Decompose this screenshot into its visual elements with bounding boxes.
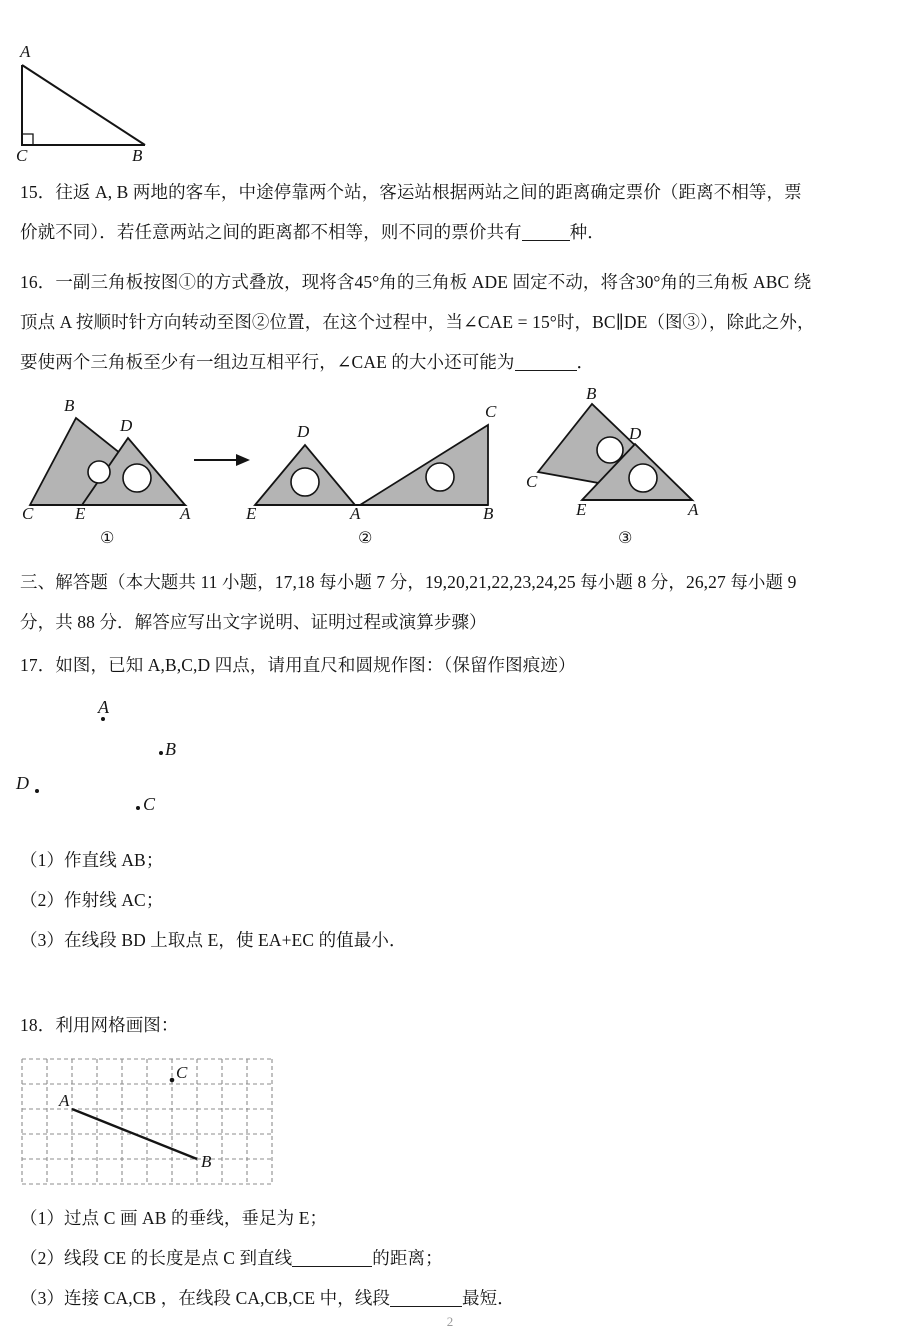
q18-sub2-blank — [292, 1266, 372, 1267]
q15-answer-blank — [522, 240, 570, 241]
section3-line1: 三、解答题（本大题共 11 小题，17,18 每小题 7 分，19,20,21,22,23,24,25 每小题 8 分，26,27 每小题 9 — [20, 572, 797, 592]
panel1-caption: ① — [100, 528, 115, 547]
q18-number: 18 — [20, 1015, 38, 1035]
panel3-label-a: A — [688, 500, 699, 519]
triangle-abc-svg — [0, 20, 200, 150]
triangle-label-c: C — [16, 146, 28, 165]
q18-stem: 18．利用网格画图： — [20, 1015, 179, 1035]
point-d-dot — [35, 789, 39, 793]
page-number: 2 — [446, 1314, 454, 1329]
panel3-label-c: C — [526, 472, 538, 491]
q15-line2 — [20, 212, 880, 252]
panel2-label-c: C — [485, 402, 497, 421]
q15-line2-text: 价就不同）．若任意两站之间的距离都不相等，则不同的票价共有 — [20, 222, 522, 242]
question-16 — [20, 262, 890, 382]
panel2-label-e: E — [246, 504, 257, 523]
q18-sub-2-text: （2）线段 CE 的长度是点 C 到直线 — [20, 1248, 293, 1268]
panel2-label-b: B — [483, 504, 494, 523]
q16-number: 16 — [20, 272, 38, 292]
panel2-label-a: A — [350, 504, 361, 523]
q17-number: 17 — [20, 655, 38, 675]
q18-stem-text: 利用网格画图： — [55, 1015, 179, 1035]
grid-label-c: C — [176, 1063, 188, 1082]
panel1-label-e: E — [75, 504, 86, 523]
q18-sub-2 — [20, 1238, 800, 1278]
panel1-label-d: D — [120, 416, 133, 435]
panel1-label-a: A — [180, 504, 191, 523]
panel1-label-c: C — [22, 504, 34, 523]
figure-16-panel-3 — [526, 382, 730, 547]
question-15 — [20, 172, 880, 252]
q18-sub-3-text: （3）连接 CA,CB ，在线段 CA,CB,CE 中，线段 — [20, 1288, 391, 1308]
q17-stem: 17．如图，已知 A,B,C,D 四点，请用直尺和圆规作图：（保留作图痕迹） — [20, 655, 576, 675]
q17-sub-1: （1）作直线 AB； — [20, 850, 164, 870]
q15-line2-tail: 种． — [569, 222, 605, 242]
panel3-label-b: B — [586, 384, 597, 403]
q15-line1: 15．往返 A, B 两地的客车，中途停靠两个站，客运站根据两站之间的距离确定票价（距离不相等，票 — [20, 182, 802, 202]
q18-sub3-blank — [390, 1306, 462, 1307]
q17-sub-3: （3）在线段 BD 上取点 E，使 EA+EC 的值最小． — [20, 930, 407, 950]
question-18 — [20, 1005, 720, 1045]
q18-sub-questions — [20, 1198, 800, 1318]
panel2-caption: ② — [358, 528, 373, 547]
figure-18-grid — [18, 1055, 288, 1195]
q16-answer-blank — [515, 370, 577, 371]
panel3-label-d: D — [629, 424, 642, 443]
point-b-dot — [159, 751, 163, 755]
point-d-label: D — [16, 773, 29, 793]
panel2-label-d: D — [297, 422, 310, 441]
q17-sub-questions — [20, 840, 720, 960]
q15-line1-text: 往返 A, B 两地的客车，中途停靠两个站，客运站根据两站之间的距离确定票价（距离不相等，票 — [55, 182, 802, 202]
q18-sub-3-tail: 最短． — [462, 1288, 515, 1308]
section-3-heading — [20, 562, 890, 642]
point-a-label: A — [98, 697, 109, 717]
figure-right-triangle-abc — [0, 20, 200, 165]
q16-line3 — [20, 342, 890, 382]
section3-line2: 分，共 88 分．解答应写出文字说明、证明过程或演算步骤） — [20, 612, 487, 632]
q16-line2 — [20, 302, 890, 342]
q17-stem-text: 如图，已知 A,B,C,D 四点，请用直尺和圆规作图：（保留作图痕迹） — [55, 655, 576, 675]
triangle-label-a: A — [20, 42, 31, 61]
q16-line1-text: 一副三角板按图①的方式叠放，现将含45°角的三角板 ADE 固定不动，将含30°角的三角板 ABC 绕 — [55, 272, 812, 292]
grid-svg — [18, 1055, 288, 1195]
grid-label-b: B — [201, 1152, 212, 1171]
triangle-label-b: B — [132, 146, 143, 165]
question-17 — [20, 645, 880, 685]
q18-sub-1: （1）过点 C 画 AB 的垂线，垂足为 E； — [20, 1208, 328, 1228]
point-c-label: C — [143, 794, 156, 814]
figure-16-panel-1 — [20, 390, 210, 547]
figure-16-panel-2 — [246, 390, 510, 547]
q17-sub-2: （2）作射线 AC； — [20, 890, 164, 910]
panel1-label-b: B — [64, 396, 75, 415]
panel2-svg — [250, 390, 510, 520]
q16-line1: 16．一副三角板按图①的方式叠放，现将含45°角的三角板 ADE 固定不动，将含30°角的三角板 ABC 绕 — [20, 272, 812, 292]
panel3-label-e: E — [576, 500, 587, 519]
q18-sub-2-tail: 的距离； — [372, 1248, 443, 1268]
q15-number: 15 — [20, 182, 38, 202]
point-c-dot — [136, 806, 140, 810]
panel3-svg — [530, 382, 730, 522]
point-b-label: B — [165, 739, 176, 759]
q16-line3-tail: ． — [576, 352, 595, 372]
q16-line2-text: 顶点 A 按顺时针方向转动至图②位置，在这个过程中，当∠CAE = 15°时，BC∥DE（图③），除此之外， — [20, 312, 815, 332]
q16-line3-text: 要使两个三角板至少有一组边互相平行，∠CAE 的大小还可能为 — [20, 352, 515, 372]
arrow-icon — [192, 448, 252, 472]
figure-17-four-points — [0, 695, 300, 820]
panel3-caption: ③ — [618, 528, 633, 547]
grid-label-a: A — [59, 1091, 70, 1110]
panel1-svg — [20, 390, 210, 520]
figure-16-arrow — [192, 448, 252, 472]
q18-sub-3 — [20, 1278, 800, 1318]
